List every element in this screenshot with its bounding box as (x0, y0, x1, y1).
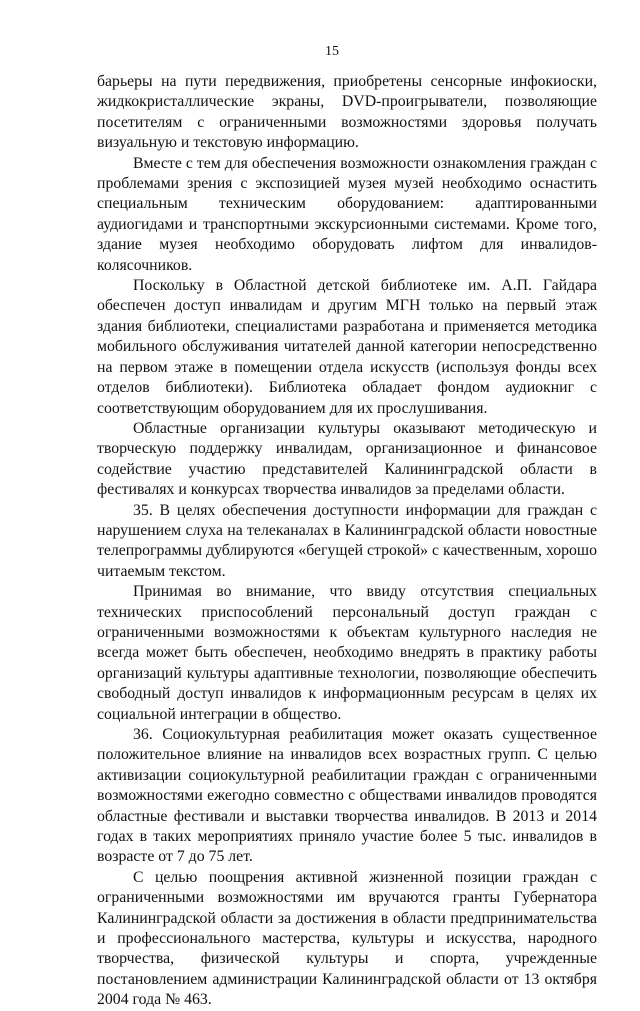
paragraph-36-rehabilitation: 36. Социокультурная реабилитация может оказать существенное положительное влияние на инвалидов всех возрастных групп. С целью активизации социокультурной реабилитации граждан с ограниченными возможностями ежегодно совместно с обществами инвалидов проводятся областные фестивали и выставки творчества инвалидов. В 2013 и 2014 годах в таких мероприятиях приняло участие более 5 тыс. инвалидов в возрасте от 7 до 75 лет. (97, 726, 597, 866)
paragraph-library: Поскольку в Областной детской библиотеке им. А.П. Гайдара обеспечен доступ инвалидам и другим МГН только на первый этаж здания библиотеки, специалистами разработана и применяется методика мобильного обслуживания читателей данной категории непосредственно на первом этаже в помещении отдела искусств (используя фонды всех отделов библиотеки). Библиотека обладает фондом аудиокниг с соответствующим оборудованием для их прослушивания. (97, 277, 597, 417)
document-body (97, 72, 597, 1011)
page-number: 15 (325, 44, 339, 59)
paragraph-regional-organizations: Областные организации культуры оказывают методическую и творческую поддержку инвалидам, организационное и финансовое содействие участию представителей Калининградской области в фестивалях и конкурсах творчества инвалидов за пределами области. (97, 419, 597, 499)
paragraph-barriers: барьеры на пути передвижения, приобретены сенсорные инфокиоски, жидкокристаллические экраны, DVD-проигрыватели, позволяющие посетителям с ограниченными возможностями здоровья получать визуальную и текстовую информацию. (97, 73, 597, 152)
paragraph-cultural-heritage-access: Принимая во внимание, что ввиду отсутствия специальных технических приспособлений персональный доступ граждан с ограниченными возможностями к объектам культурного наследия не всегда может быть обеспечен, необходимо внедрять в практику работы организаций культуры адаптивные технологии, позволяющие обеспечить свободный доступ инвалидов к информационным ресурсам в целях их социальной интеграции в общество. (97, 583, 597, 723)
paragraph-governor-grants: С целью поощрения активной жизненной позиции граждан с ограниченными возможностями им вручаются гранты Губернатора Калининградской области за достижения в области предпринимательства и профессионального мастерства, культуры и искусства, народного творчества, физической культуры и спорта, учрежденные постановлением администрации Калининградской области от 13 октября 2004 года № 463. (97, 868, 597, 1009)
paragraph-museum-equipment: Вместе с тем для обеспечения возможности ознакомления граждан с проблемами зрения с экспозицией музея музей необходимо оснастить специальным техническим оборудованием: адаптированными аудиогидами и транспортными экскурсионными системами. Кроме того, здание музея необходимо оборудовать лифтом для инвалидов-колясочников. (97, 154, 597, 274)
paragraph-35-tv-accessibility: 35. В целях обеспечения доступности информации для граждан с нарушением слуха на телеканалах в Калининградской области новостные телепрограммы дублируются «бегущей строкой» с качественным, хорошо читаемым текстом. (97, 501, 597, 580)
